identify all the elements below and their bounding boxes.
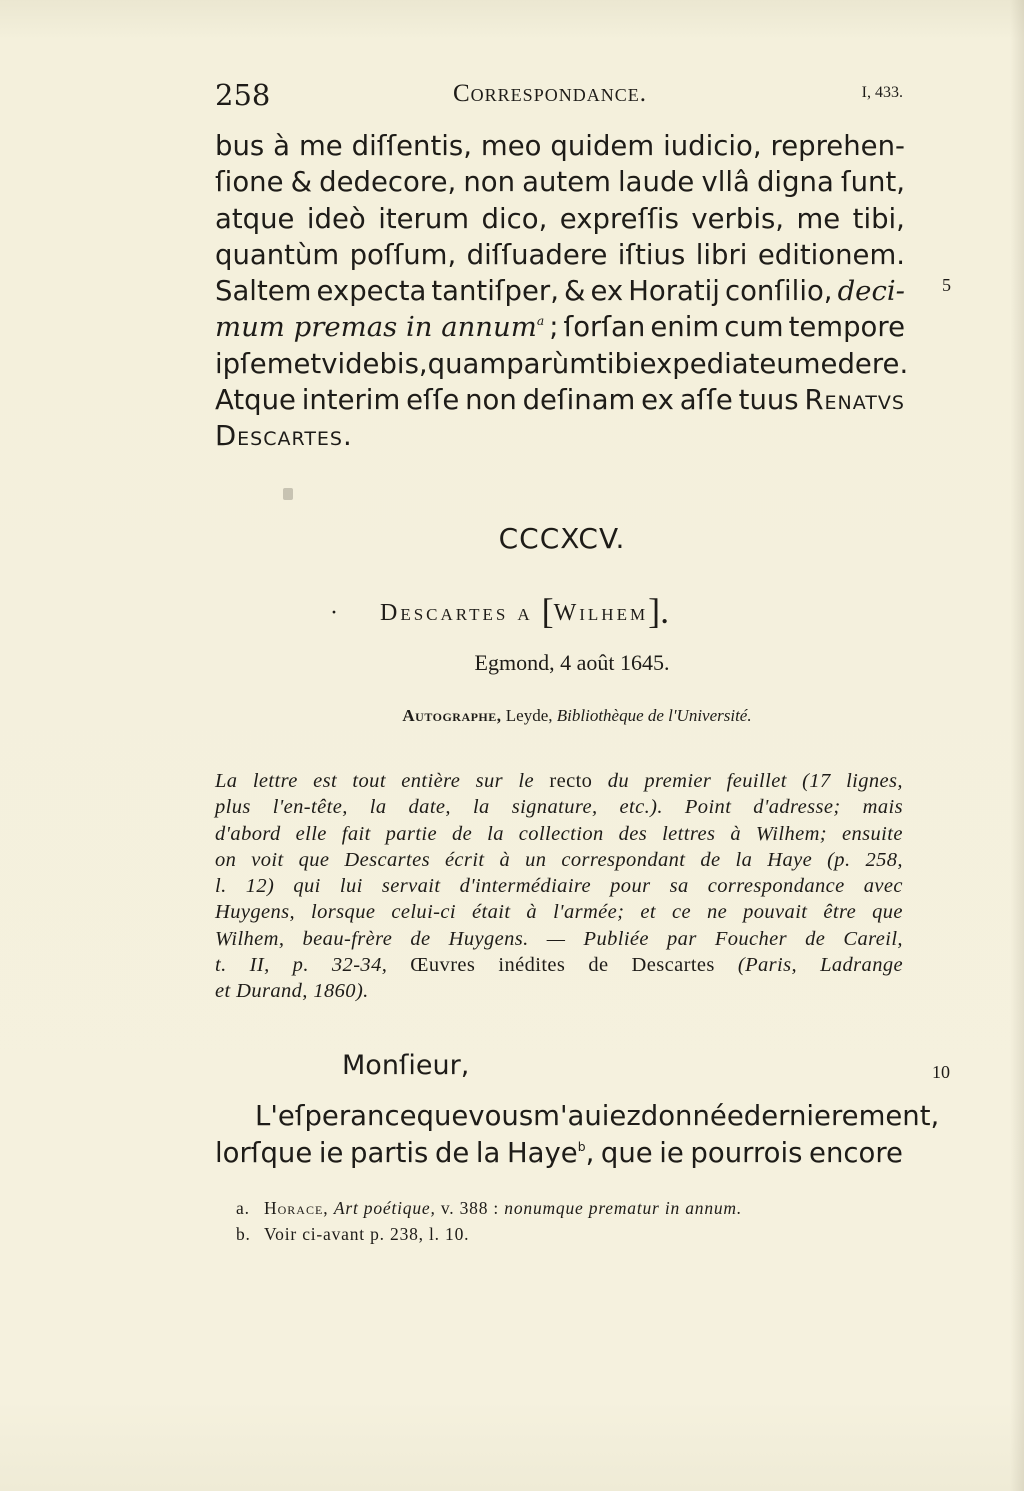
note-word: Descartes <box>344 848 430 871</box>
note-word: sur <box>475 770 504 792</box>
note-line <box>215 899 903 925</box>
passage-word: diſſuadere <box>466 238 608 271</box>
note-line <box>215 978 903 1004</box>
letter-word: ie <box>318 1137 344 1169</box>
note-word: Ladrange <box>820 954 903 977</box>
note-word: signature, <box>511 796 598 819</box>
passage-word: autem <box>522 166 611 199</box>
note-word: que <box>298 848 330 871</box>
passage-line <box>215 164 905 200</box>
note-word: la <box>735 848 753 871</box>
passage-continuation <box>215 128 909 455</box>
note-line <box>215 847 903 873</box>
note-word: on <box>215 848 237 871</box>
passage-word: eſſe <box>406 384 460 417</box>
passage-word: & <box>290 166 313 199</box>
note-line <box>215 794 903 820</box>
note-word: à <box>526 901 538 924</box>
salutation: Monſieur, <box>342 1050 470 1081</box>
letter-word: partis <box>349 1137 429 1169</box>
passage-word: non <box>463 166 516 199</box>
passage-word: editionem. <box>757 238 905 271</box>
note-word: correspondant <box>561 848 686 871</box>
note-word: Descartes <box>631 954 715 977</box>
letter-body <box>215 1098 940 1172</box>
passage-word: libri <box>695 238 748 271</box>
note-word: ce <box>671 901 691 924</box>
note-word: inédites <box>498 954 566 977</box>
note-word: II, <box>249 954 270 977</box>
note-word: la <box>369 796 387 819</box>
letter-source <box>0 706 1024 726</box>
note-word: Foucher <box>714 927 788 950</box>
signature-surname: Descartes. <box>215 420 353 453</box>
note-word: à <box>499 848 511 871</box>
note-word: ne <box>706 901 728 924</box>
note-word: par <box>667 927 697 950</box>
letter-word: m'auiez <box>533 1100 641 1132</box>
source-place: Leyde, <box>505 706 553 725</box>
note-word: d'adresse; <box>753 796 841 819</box>
note-word: Wilhem, <box>215 927 285 950</box>
passage-line <box>215 346 909 382</box>
note-word: que <box>872 901 903 924</box>
passage-word: tibi <box>596 347 640 380</box>
note-line <box>215 873 903 899</box>
passage-word: quantùm <box>215 238 340 271</box>
passage-word: tuus <box>738 384 799 417</box>
note-word: 32-34, <box>331 954 388 977</box>
passage-word: me <box>796 202 841 235</box>
note-word: servait <box>381 875 441 898</box>
note-word: de <box>700 848 721 871</box>
note-line <box>215 926 903 952</box>
passage-line <box>215 382 905 418</box>
passage-word: eum <box>759 347 821 380</box>
passage-line <box>215 128 905 164</box>
note-word: La <box>215 770 238 792</box>
note-word: etc.). <box>619 796 663 819</box>
note-word: (p. <box>827 848 851 871</box>
heading-author: Descartes a <box>380 600 542 626</box>
footnote-text: Voir ci-avant p. 238, l. 10. <box>264 1224 470 1244</box>
heading-recipient: Wilhem <box>553 600 649 626</box>
note-word: premier <box>644 770 712 792</box>
note-word: la <box>487 822 504 845</box>
note-word: un <box>525 848 547 871</box>
note-word: lettre <box>252 770 298 792</box>
note-word: pour <box>610 875 651 898</box>
bracket-open: [ <box>541 591 554 631</box>
letter-word: lorſque <box>215 1137 313 1169</box>
note-word: écrit <box>444 848 485 871</box>
passage-word: iſtius <box>617 238 686 271</box>
volume-reference: I, 433. <box>861 84 903 101</box>
letter-word: donnée <box>640 1100 744 1132</box>
note-word: beau-frère <box>302 927 393 950</box>
passage-word: interim <box>301 384 401 417</box>
note-word: celui-ci <box>391 901 457 924</box>
passage-word: me <box>298 130 343 162</box>
note-word: Huygens, <box>215 901 296 924</box>
footnote-b <box>236 1221 896 1247</box>
letter-word: que <box>600 1137 653 1169</box>
passage-word: non <box>465 384 517 417</box>
note-word: être <box>823 901 857 924</box>
note-word: des <box>618 822 648 845</box>
passage-word: edere. <box>820 347 909 380</box>
letter-word: ie <box>659 1137 684 1169</box>
passage-line <box>215 201 905 237</box>
letter-number: CCCXCV. <box>498 522 626 555</box>
passage-word: deſinam <box>522 384 636 417</box>
note-word: avec <box>863 875 903 898</box>
passage-word: ſunt, <box>840 166 905 199</box>
letter-word: pourrois <box>690 1137 803 1169</box>
passage-word: ſorſan <box>563 311 646 344</box>
passage-word: enim <box>650 311 720 344</box>
note-word: à <box>730 822 741 845</box>
note-word: fait <box>341 822 371 845</box>
note-word: (Paris, <box>737 954 798 977</box>
source-label: Autographe, <box>402 706 502 725</box>
passage-line <box>215 418 905 454</box>
note-word: Publiée <box>583 927 649 950</box>
footnote-mark-a: a <box>536 314 545 329</box>
note-word: t. <box>215 954 227 977</box>
note-word: sa <box>669 875 689 898</box>
passage-word: iterum <box>378 202 470 235</box>
note-word: correspondance <box>707 875 845 898</box>
note-word: p. <box>292 954 309 977</box>
note-word: qui <box>293 875 321 898</box>
passage-word: meo <box>480 130 542 162</box>
passage-word: tempore <box>788 311 905 344</box>
margin-line-number-10: 10 <box>932 1062 950 1082</box>
note-word: l'armée; <box>553 901 625 924</box>
note-word: lui <box>339 875 363 898</box>
note-word: l. <box>215 875 227 898</box>
letter-punct: , <box>585 1137 595 1169</box>
note-word: d'abord <box>215 822 281 845</box>
note-word: Œuvres <box>410 954 476 977</box>
note-word: 258, <box>865 848 903 871</box>
letter-word: la <box>475 1137 501 1169</box>
note-word: Wilhem; <box>755 822 828 845</box>
note-word: lignes, <box>846 770 903 792</box>
margin-line-number-5: 5 <box>942 275 951 295</box>
note-word: 12) <box>245 875 275 898</box>
note-word: de <box>451 822 473 845</box>
note-word: du <box>607 770 629 792</box>
letter-word: vous <box>468 1100 534 1132</box>
letter-heading <box>330 590 669 632</box>
passage-word: conſilio, <box>724 275 833 308</box>
note-word: ensuite <box>842 822 903 845</box>
passage-word: vllâ <box>701 166 750 199</box>
heading-bullet: · <box>330 600 338 626</box>
letter-line <box>215 1135 903 1172</box>
note-word: lettres <box>662 822 716 845</box>
note-word: date, <box>408 796 451 819</box>
passage-word: dedecore, <box>319 166 457 199</box>
footnote-ref: v. 388 : <box>440 1198 500 1218</box>
passage-word: Atque <box>215 384 296 417</box>
running-head <box>215 78 905 114</box>
note-word: recto <box>549 770 593 792</box>
letter-word: L'eſperance <box>255 1100 417 1132</box>
passage-word: dico, <box>481 202 548 235</box>
signature-given-name: Renatvs <box>804 384 905 417</box>
note-line <box>215 768 903 794</box>
source-library: Bibliothèque de l'Université. <box>556 706 752 725</box>
passage-word: cum <box>724 311 784 344</box>
passage-line <box>215 309 905 345</box>
letter-word-with-mark <box>507 1135 594 1172</box>
passage-word: aſſe <box>679 384 733 417</box>
footnote-a <box>236 1195 896 1221</box>
note-word: Huygens. <box>448 927 529 950</box>
note-line <box>215 821 903 847</box>
passage-word: tantiſper, <box>431 275 559 308</box>
passage-word: laude <box>618 166 695 199</box>
page-edge-shadow <box>1010 0 1024 1491</box>
page-number: 258 <box>215 78 271 112</box>
passage-word: Horatij <box>628 275 720 308</box>
note-word: était <box>472 901 511 924</box>
footnote-label: a. <box>236 1198 250 1218</box>
note-word: de <box>588 954 609 977</box>
ink-smudge <box>283 488 293 500</box>
passage-line <box>215 273 905 309</box>
footnote-author: Horace, <box>264 1198 329 1218</box>
passage-word: expreſſis <box>559 202 679 235</box>
letter-word: de <box>434 1137 470 1169</box>
passage-italic: mum premas in annum$^a$ <box>215 311 545 344</box>
note-word: voit <box>251 848 284 871</box>
note-word: partie <box>385 822 438 845</box>
footnotes <box>236 1195 896 1247</box>
note-line <box>215 952 903 978</box>
note-word: elle <box>295 822 327 845</box>
note-word: (17 <box>802 770 831 792</box>
note-word: lorsque <box>311 901 376 924</box>
running-title: Correspondance. <box>453 80 647 107</box>
passage-word: ipſemet <box>215 347 322 380</box>
letter-word: que <box>416 1100 469 1132</box>
passage-word: reprehen- <box>770 130 905 162</box>
passage-word: videbis, <box>321 347 428 380</box>
note-word: la <box>472 796 490 819</box>
note-word: l'en-tête, <box>272 796 348 819</box>
passage-word: ſione <box>215 166 284 199</box>
passage-italic: deci- <box>837 275 905 308</box>
note-word: tout <box>352 770 386 792</box>
footnote-quote: nonumque prematur in annum. <box>504 1198 743 1218</box>
editorial-note <box>215 768 903 1005</box>
passage-word: tibi, <box>852 202 905 235</box>
passage-word: digna <box>756 166 834 199</box>
letter-line <box>215 1098 940 1135</box>
letter-word: encore <box>809 1137 903 1169</box>
footnote-mark-b: b <box>577 1139 586 1154</box>
passage-word: atque <box>215 202 295 235</box>
passage-word: ideò <box>306 202 366 235</box>
passage-word: & <box>563 275 586 308</box>
passage-word: Saltem <box>215 275 312 308</box>
note-word: plus <box>215 796 251 819</box>
passage-word: verbis, <box>691 202 785 235</box>
passage-word: diſſentis, <box>351 130 472 162</box>
letter-word: Haye <box>506 1137 578 1169</box>
footnote-label: b. <box>236 1224 251 1244</box>
note-word: — <box>546 927 566 950</box>
note-word: et <box>640 901 656 924</box>
note-word: mais <box>862 796 903 819</box>
passage-word: ex <box>590 275 624 308</box>
note-last-line: et Durand, 1860). <box>215 980 369 1003</box>
passage-word: parùm <box>506 347 597 380</box>
note-word: feuillet <box>726 770 787 792</box>
passage-word: expediat <box>639 347 760 380</box>
passage-word: expecta <box>316 275 427 308</box>
note-word: Haye <box>767 848 813 871</box>
passage-word: quam <box>427 347 507 380</box>
passage-word: iudicio, <box>663 130 762 162</box>
note-word: d'intermédiaire <box>459 875 592 898</box>
passage-word: quidem <box>550 130 655 162</box>
passage-word: poſſum, <box>349 238 457 271</box>
note-word: est <box>313 770 338 792</box>
note-word: de <box>805 927 826 950</box>
note-word: pouvait <box>743 901 808 924</box>
note-word: Point <box>684 796 732 819</box>
passage-word: bus <box>215 130 265 162</box>
bracket-close: ]. <box>648 591 670 631</box>
letter-word: dernierement, <box>743 1100 940 1132</box>
note-word: le <box>518 770 534 792</box>
note-word: collection <box>518 822 604 845</box>
passage-word: à <box>273 130 291 162</box>
note-word: entière <box>401 770 461 792</box>
letter-date: Egmond, 4 août 1645. <box>474 650 670 675</box>
passage-word: ex <box>641 384 674 417</box>
note-word: de <box>410 927 431 950</box>
note-word: Careil, <box>843 927 903 950</box>
footnote-work: Art poétique, <box>333 1198 436 1218</box>
passage-line <box>215 237 905 273</box>
passage-punct: ; <box>549 311 559 344</box>
